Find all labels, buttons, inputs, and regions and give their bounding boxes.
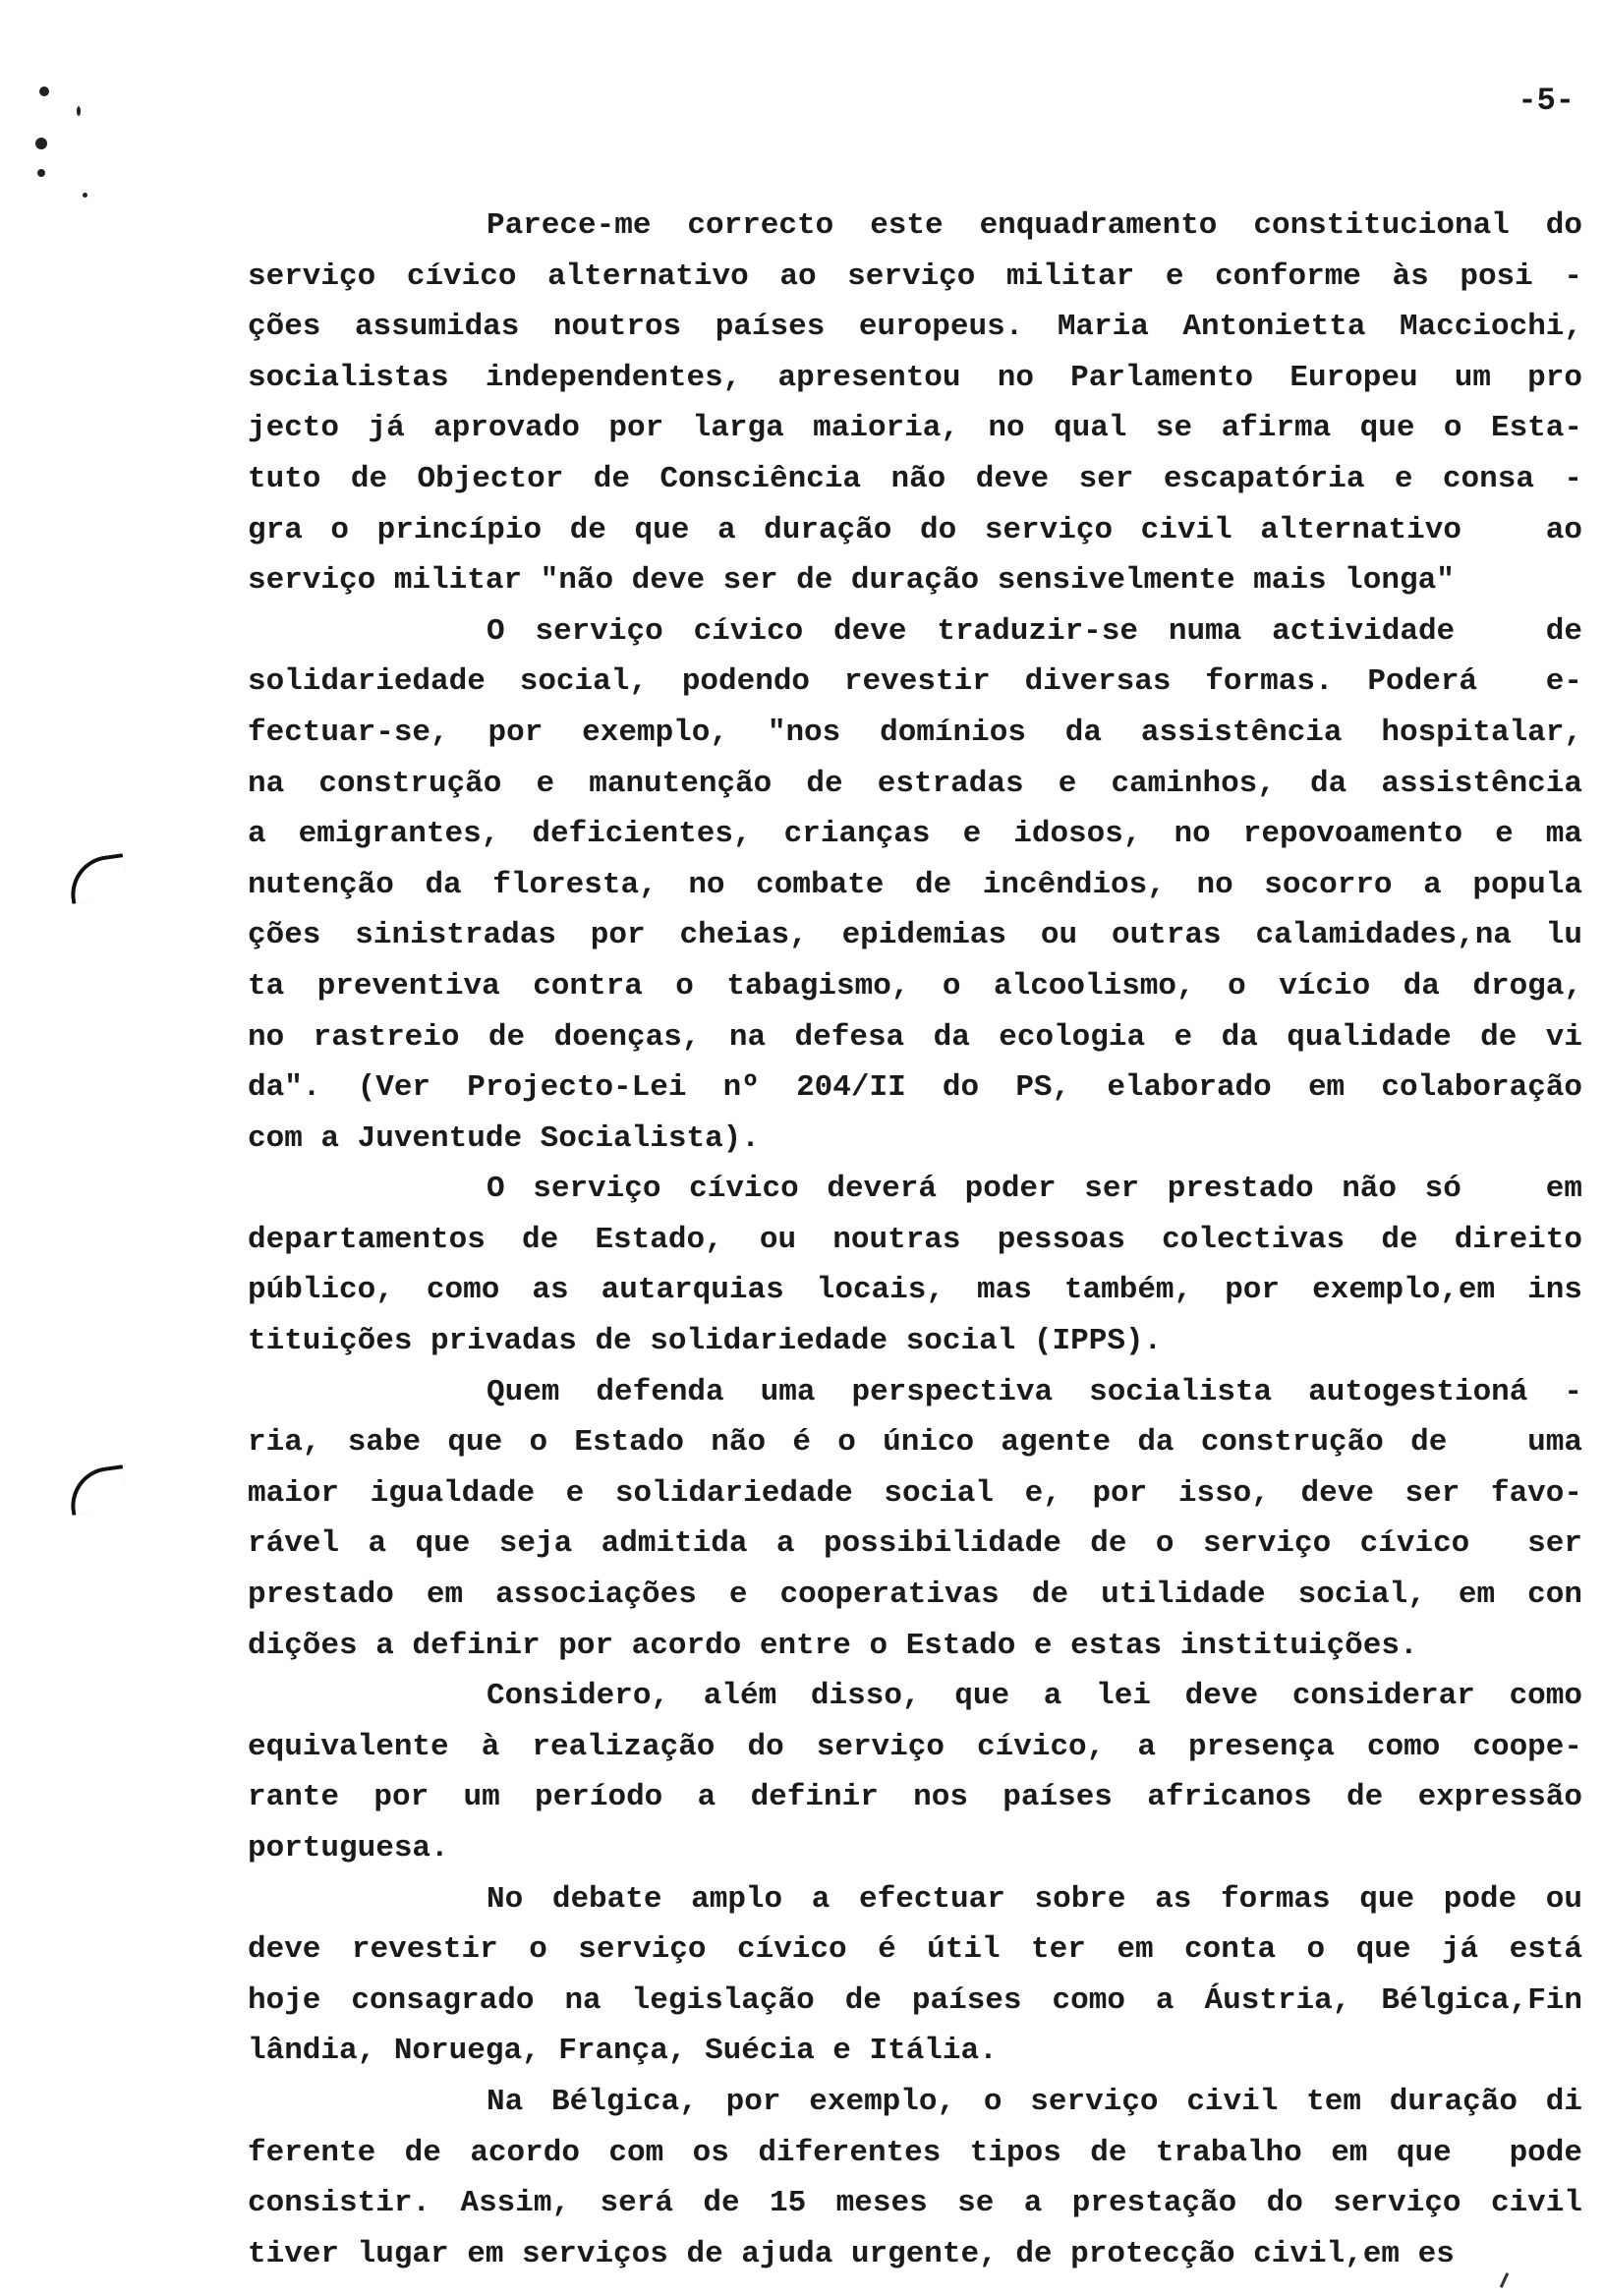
text-line: ções assumidas noutros países europeus. Maria Antonietta Macciochi, xyxy=(248,310,1582,345)
text-line: tiver lugar em serviços de ajuda urgente, de protecção civil,em es xyxy=(248,2236,1455,2271)
text-line: ria, sabe que o Estado não é o único agente da construção de uma xyxy=(248,1425,1582,1461)
text-line: portuguesa. xyxy=(248,1831,449,1866)
page-number: -5- xyxy=(1518,83,1575,119)
text-line: ferente de acordo com os diferentes tipos de trabalho em que pode xyxy=(248,2135,1582,2170)
text-line: Na Bélgica, por exemplo, o serviço civil tem duração di xyxy=(487,2084,1582,2119)
text-line: no rastreio de doenças, na defesa da ecologia e da qualidade de vi xyxy=(248,1019,1582,1055)
text-line: socialistas independentes, apresentou no Parlamento Europeu um pro xyxy=(248,360,1582,395)
text-line: lândia, Noruega, França, Suécia e Itália. xyxy=(248,2034,998,2069)
text-line: O serviço cívico deve traduzir-se numa actividade de xyxy=(487,613,1582,649)
text-line: deve revestir o serviço cívico é útil ter em conta o que já está xyxy=(248,1932,1582,1968)
scan-speck xyxy=(35,138,47,149)
text-line: hoje consagrado na legislação de países como a Áustria, Bélgica,Fin xyxy=(248,1982,1582,2018)
text-line: gra o princípio de que a duração do serviço civil alternativo ao xyxy=(248,512,1582,547)
text-line: Considero, além disso, que a lei deve considerar como xyxy=(487,1679,1582,1714)
paragraph xyxy=(248,1367,1582,1672)
paragraph xyxy=(248,201,1582,606)
paragraph xyxy=(248,1671,1582,1873)
text-line: departamentos de Estado, ou noutras pessoas colectivas de direito xyxy=(248,1222,1582,1257)
scan-speck xyxy=(77,106,81,116)
scan-speck xyxy=(83,193,87,198)
scan-speck xyxy=(39,86,49,96)
paragraph xyxy=(248,1874,1582,2077)
text-line: rável a que seja admitida a possibilidade de o serviço cívico ser xyxy=(248,1526,1582,1562)
text-line: prestado em associações e cooperativas de utilidade social, em con xyxy=(248,1578,1582,1613)
text-line: jecto já aprovado por larga maioria, no qual se afirma que o Esta- xyxy=(248,411,1582,446)
text-line: tuto de Objector de Consciência não deve ser escapatória e consa - xyxy=(248,461,1582,496)
text-line: maior igualdade e solidariedade social e, por isso, deve ser favo- xyxy=(248,1475,1582,1511)
text-line: Quem defenda uma perspectiva socialista autogestioná - xyxy=(487,1374,1582,1409)
text-line: tituições privadas de solidariedade social (IPPS). xyxy=(248,1324,1163,1359)
text-line: Parece-me correcto este enquadramento constitucional do xyxy=(487,208,1582,243)
paragraph xyxy=(248,2077,1582,2279)
paragraph xyxy=(248,1164,1582,1366)
text-line: fectuar-se, por exemplo, "nos domínios da assistência hospitalar, xyxy=(248,715,1582,750)
paragraph xyxy=(248,606,1582,1165)
text-line: com a Juventude Socialista). xyxy=(248,1120,760,1156)
body-text xyxy=(248,201,1582,2279)
text-line: da". (Ver Projecto-Lei nº 204/II do PS, elaborado em colaboração xyxy=(248,1070,1582,1106)
text-line: dições a definir por acordo entre o Estado e estas instituições. xyxy=(248,1628,1418,1663)
text-line: a emigrantes, deficientes, crianças e idosos, no repovoamento e ma xyxy=(248,817,1582,852)
text-line: serviço cívico alternativo ao serviço militar e conforme às posi - xyxy=(248,258,1582,294)
text-line: nutenção da floresta, no combate de incêndios, no socorro a popula xyxy=(248,867,1582,902)
punch-hole-mark xyxy=(66,1464,129,1516)
text-line: O serviço cívico deverá poder ser prestado não só em xyxy=(487,1172,1582,1207)
scan-speck xyxy=(37,169,45,177)
text-line: serviço militar "não deve ser de duração sensivelmente mais longa" xyxy=(248,563,1455,599)
punch-hole-mark xyxy=(66,853,129,904)
text-line: No debate amplo a efectuar sobre as formas que pode ou xyxy=(487,1881,1582,1917)
text-line: ta preventiva contra o tabagismo, o alcoolismo, o vício da droga, xyxy=(248,968,1582,1004)
text-line: solidariedade social, podendo revestir diversas formas. Poderá e- xyxy=(248,664,1582,700)
text-line: rante por um período a definir nos países africanos de expressão xyxy=(248,1780,1582,1815)
text-line: público, como as autarquias locais, mas também, por exemplo,em ins xyxy=(248,1273,1582,1308)
text-line: consistir. Assim, será de 15 meses se a prestação do serviço civil xyxy=(248,2186,1582,2221)
text-line: equivalente à realização do serviço cívico, a presença como coope- xyxy=(248,1729,1582,1764)
text-line: na construção e manutenção de estradas e caminhos, da assistência xyxy=(248,766,1582,801)
text-line: ções sinistradas por cheias, epidemias ou outras calamidades,na lu xyxy=(248,918,1582,953)
